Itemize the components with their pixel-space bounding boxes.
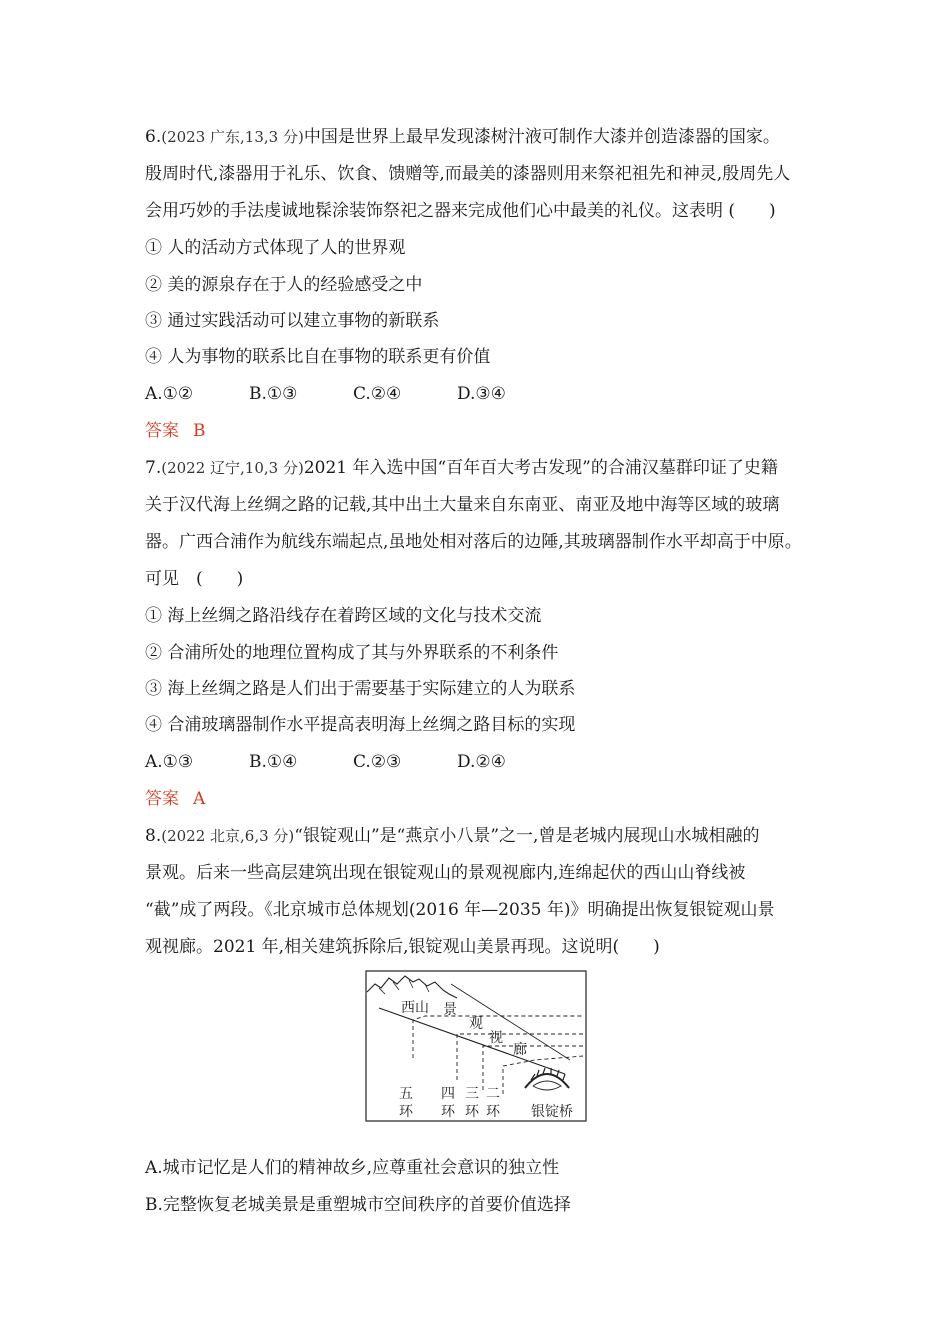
q7-option-a[interactable]: A.①③ bbox=[145, 752, 194, 772]
q6-option-a[interactable]: A.①② bbox=[145, 384, 194, 404]
q7-options bbox=[145, 751, 561, 773]
answer-label: 答案 bbox=[145, 421, 179, 441]
q7-answer bbox=[145, 788, 205, 810]
q7-stem-line-3: 器。广西合浦作为航线东端起点,虽地处相对落后的边陲,其玻璃器制作水平却高于中原。 bbox=[145, 532, 802, 552]
q6-item-3: ③ 通过实践活动可以建立事物的新联系 bbox=[145, 311, 440, 331]
q7-stem-line-4: 可见 ( ) bbox=[145, 569, 244, 589]
answer-value: A bbox=[193, 789, 206, 809]
question-number: 6. bbox=[145, 127, 162, 147]
q6-answer bbox=[145, 420, 206, 442]
q8-stem-line-3: “截”成了两段。《北京城市总体规划(2016 年—2035 年)》明确提出恢复银锭观山景 bbox=[145, 900, 775, 920]
q6-option-d[interactable]: D.③④ bbox=[457, 384, 506, 404]
q7-stem-line-2: 关于汉代海上丝绸之路的记载,其中出土大量来自东南亚、南亚及地中海等区域的玻璃 bbox=[145, 495, 780, 515]
corridor-char-2: 观 bbox=[469, 1016, 483, 1032]
q6-options bbox=[145, 383, 561, 405]
q6-stem-line-3: 会用巧妙的手法虔诚地髹涂装饰祭祀之器来完成他们心中最美的礼仪。这表明 ( ) bbox=[145, 201, 776, 221]
q6-stem-text: 中国是世界上最早发现漆树汁液可制作大漆并创造漆器的国家。 bbox=[303, 127, 780, 147]
q7-item-2: ② 合浦所处的地理位置构成了其与外界联系的不利条件 bbox=[145, 643, 559, 663]
q7-option-b[interactable]: B.①④ bbox=[249, 752, 298, 772]
answer-value: B bbox=[193, 421, 206, 441]
answer-label: 答案 bbox=[145, 789, 179, 809]
q7-option-c[interactable]: C.②③ bbox=[353, 752, 402, 772]
ring-4-label-top: 四 bbox=[441, 1086, 455, 1102]
q6-stem-line-2: 殷周时代,漆器用于礼乐、饮食、馈赠等,而最美的漆器则用来祭祀祖先和神灵,殷周先人 bbox=[145, 164, 791, 184]
q7-item-4: ④ 合浦玻璃器制作水平提高表明海上丝绸之路目标的实现 bbox=[145, 715, 576, 735]
ring-3-label-bottom: 环 bbox=[465, 1104, 479, 1120]
q7-item-3: ③ 海上丝绸之路是人们出于需要基于实际建立的人为联系 bbox=[145, 679, 576, 699]
ring-5-label-top: 五 bbox=[399, 1086, 413, 1102]
xishan-label: 西山 bbox=[401, 1000, 429, 1016]
q6-option-b[interactable]: B.①③ bbox=[249, 384, 298, 404]
ring-2-label-bottom: 环 bbox=[486, 1104, 500, 1120]
question-source: (2023 广东,13,3 分) bbox=[161, 128, 304, 146]
q7-stem-text: 2021 年入选中国“百年百大考古发现”的合浦汉墓群印证了史籍 bbox=[303, 458, 778, 478]
q7-stem-line-1 bbox=[145, 457, 778, 479]
q8-option-b[interactable]: B.完整恢复老城美景是重塑城市空间秩序的首要价值选择 bbox=[145, 1195, 571, 1215]
q6-item-1: ① 人的活动方式体现了人的世界观 bbox=[145, 238, 406, 258]
q8-option-a[interactable]: A.城市记忆是人们的精神故乡,应尊重社会意识的独立性 bbox=[145, 1158, 560, 1178]
q6-option-c[interactable]: C.②④ bbox=[353, 384, 402, 404]
question-source: (2022 北京,6,3 分) bbox=[161, 827, 295, 845]
ring-4-label-bottom: 环 bbox=[441, 1104, 455, 1120]
bridge-label: 银锭桥 bbox=[531, 1104, 573, 1120]
question-number: 7. bbox=[145, 458, 162, 478]
question-source: (2022 辽宁,10,3 分) bbox=[161, 459, 304, 477]
q7-item-1: ① 海上丝绸之路沿线存在着跨区域的文化与技术交流 bbox=[145, 606, 542, 626]
corridor-char-1: 景 bbox=[443, 1002, 457, 1018]
q8-stem-line-1 bbox=[145, 825, 759, 847]
yinding-view-corridor-diagram bbox=[365, 970, 587, 1122]
ring-2-label-top: 二 bbox=[486, 1086, 500, 1102]
q8-stem-line-4: 观视廊。2021 年,相关建筑拆除后,银锭观山美景再现。这说明( ) bbox=[145, 937, 660, 957]
q8-stem-text: “银锭观山”是“燕京小八景”之一,曾是老城内展现山水城相融的 bbox=[294, 826, 760, 846]
ring-3-label-top: 三 bbox=[465, 1086, 479, 1102]
q6-item-2: ② 美的源泉存在于人的经验感受之中 bbox=[145, 275, 423, 295]
q8-stem-line-2: 景观。后来一些高层建筑出现在银锭观山的景观视廊内,连绵起伏的西山山脊线被 bbox=[145, 863, 746, 883]
q6-stem-line-1 bbox=[145, 126, 780, 148]
corridor-char-3: 视 bbox=[489, 1030, 503, 1046]
ring-5-label-bottom: 环 bbox=[399, 1104, 413, 1120]
corridor-char-4: 廊 bbox=[513, 1042, 527, 1058]
question-number: 8. bbox=[145, 826, 162, 846]
q7-option-d[interactable]: D.②④ bbox=[457, 752, 506, 772]
q6-item-4: ④ 人为事物的联系比自在事物的联系更有价值 bbox=[145, 347, 491, 367]
